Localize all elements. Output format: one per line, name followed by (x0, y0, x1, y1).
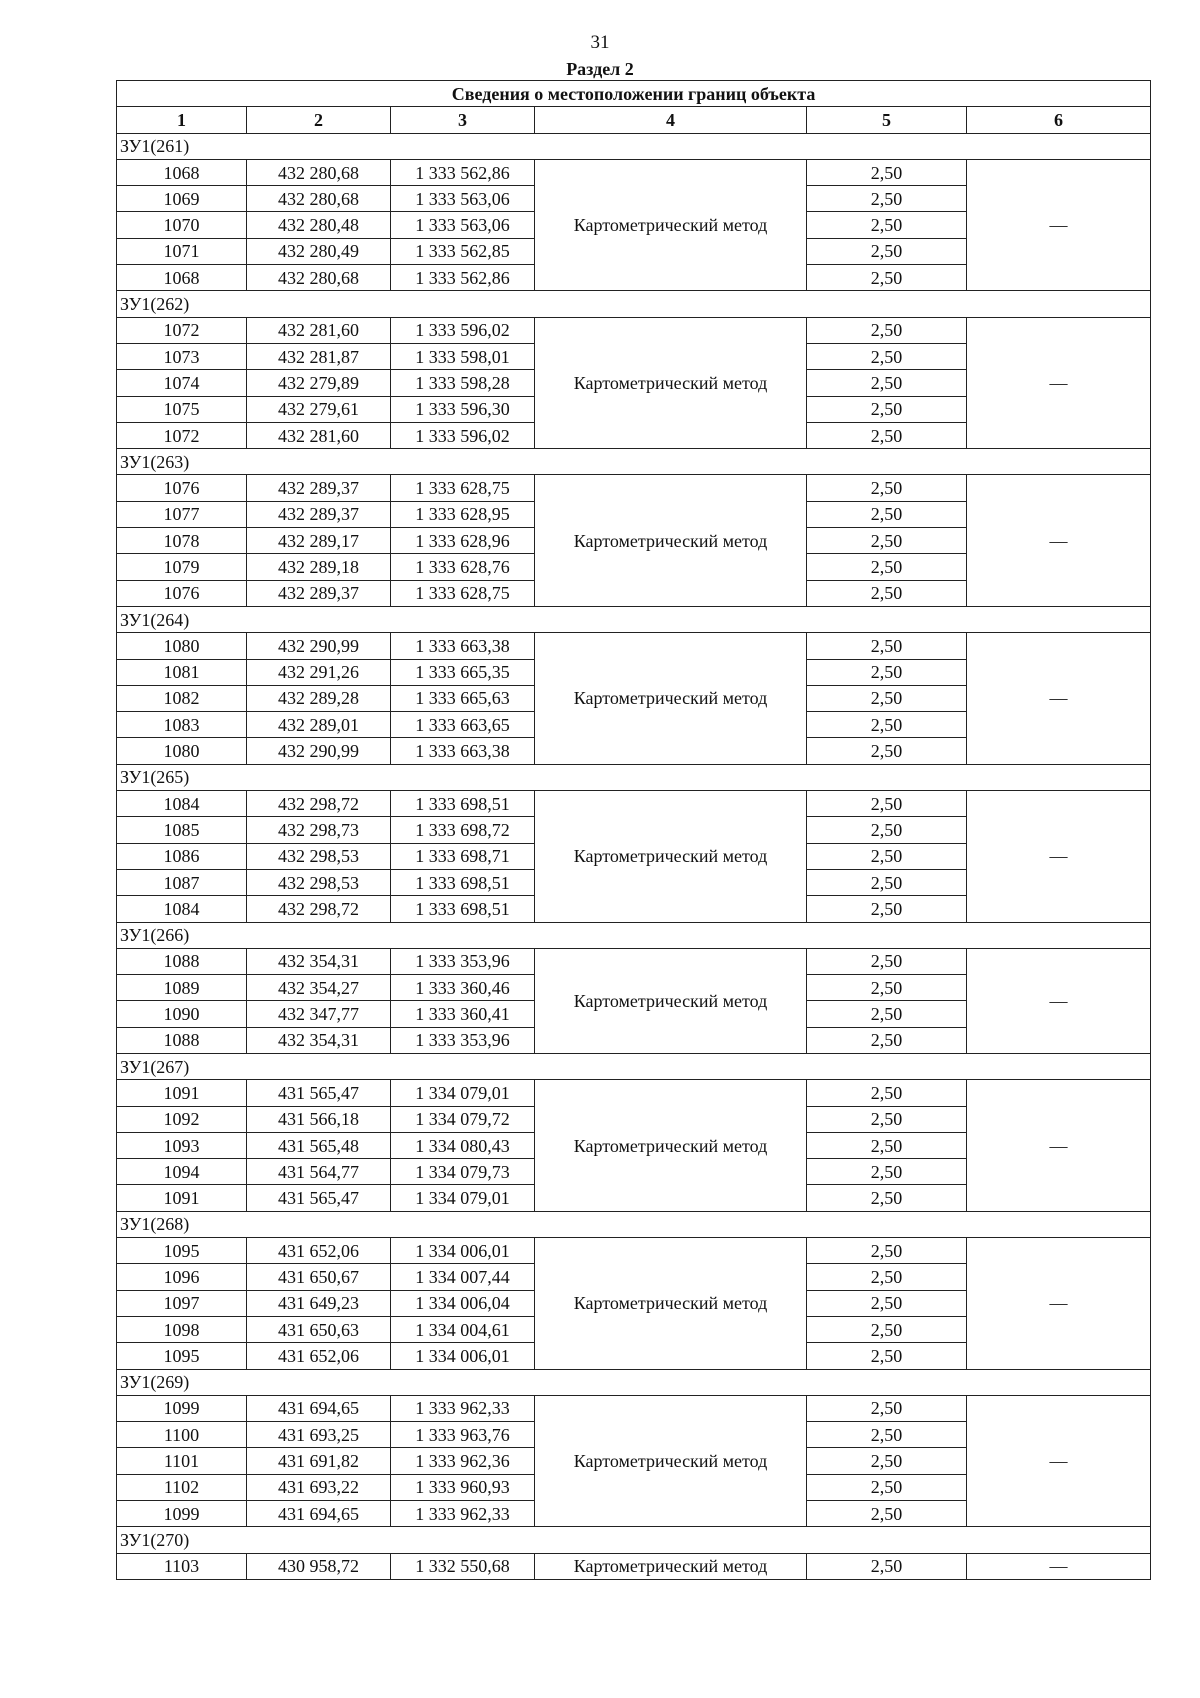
point-number: 1090 (117, 1001, 247, 1027)
point-number: 1091 (117, 1080, 247, 1106)
coordinate-x: 432 289,18 (247, 554, 391, 580)
coordinate-x: 432 354,31 (247, 1027, 391, 1053)
parcel-row (117, 922, 1151, 948)
parcel-id: ЗУ1(266) (117, 922, 1151, 948)
accuracy-value: 2,50 (807, 475, 967, 501)
parcel-id: ЗУ1(270) (117, 1527, 1151, 1553)
coordinate-y: 1 333 663,65 (391, 712, 535, 738)
accuracy-value: 2,50 (807, 1553, 967, 1579)
point-number: 1080 (117, 633, 247, 659)
column-number-row (117, 107, 1151, 133)
coordinate-y: 1 334 079,72 (391, 1106, 535, 1132)
method-cell: Картометрический метод (535, 1395, 807, 1526)
method-cell: Картометрический метод (535, 317, 807, 448)
table-row (117, 948, 1151, 974)
point-number: 1095 (117, 1238, 247, 1264)
coordinate-y: 1 334 079,73 (391, 1159, 535, 1185)
accuracy-value: 2,50 (807, 1448, 967, 1474)
accuracy-value: 2,50 (807, 1264, 967, 1290)
accuracy-value: 2,50 (807, 580, 967, 606)
point-number: 1081 (117, 659, 247, 685)
point-number: 1072 (117, 422, 247, 448)
coordinate-x: 432 281,60 (247, 422, 391, 448)
accuracy-value: 2,50 (807, 712, 967, 738)
coordinate-x: 431 650,67 (247, 1264, 391, 1290)
point-number: 1069 (117, 186, 247, 212)
column6-cell: — (967, 317, 1151, 448)
parcel-row (117, 1211, 1151, 1237)
coordinate-y: 1 333 628,75 (391, 475, 535, 501)
point-number: 1087 (117, 869, 247, 895)
coordinate-y: 1 334 006,04 (391, 1290, 535, 1316)
coordinate-y: 1 333 563,06 (391, 212, 535, 238)
coordinate-y: 1 334 080,43 (391, 1132, 535, 1158)
coordinate-x: 431 693,25 (247, 1422, 391, 1448)
coordinate-x: 432 280,48 (247, 212, 391, 238)
coordinate-x: 432 279,89 (247, 370, 391, 396)
table-row (117, 317, 1151, 343)
parcel-row (117, 291, 1151, 317)
parcel-id: ЗУ1(269) (117, 1369, 1151, 1395)
parcel-row (117, 606, 1151, 632)
coordinate-x: 432 290,99 (247, 633, 391, 659)
coordinate-y: 1 333 562,86 (391, 159, 535, 185)
coordinate-y: 1 334 006,01 (391, 1343, 535, 1369)
coordinate-y: 1 333 596,30 (391, 396, 535, 422)
accuracy-value: 2,50 (807, 1159, 967, 1185)
coordinate-y: 1 333 698,51 (391, 869, 535, 895)
point-number: 1101 (117, 1448, 247, 1474)
coordinate-y: 1 333 562,85 (391, 238, 535, 264)
column6-cell: — (967, 633, 1151, 764)
accuracy-value: 2,50 (807, 186, 967, 212)
accuracy-value: 2,50 (807, 896, 967, 922)
accuracy-value: 2,50 (807, 317, 967, 343)
coordinate-y: 1 333 596,02 (391, 317, 535, 343)
method-cell: Картометрический метод (535, 1238, 807, 1369)
accuracy-value: 2,50 (807, 1290, 967, 1316)
coordinate-y: 1 334 079,01 (391, 1185, 535, 1211)
column6-cell: — (967, 159, 1151, 290)
point-number: 1094 (117, 1159, 247, 1185)
column-header: 1 (117, 107, 247, 133)
column-header: 4 (535, 107, 807, 133)
accuracy-value: 2,50 (807, 685, 967, 711)
coordinate-x: 432 289,37 (247, 475, 391, 501)
coordinate-x: 431 693,22 (247, 1474, 391, 1500)
point-number: 1088 (117, 1027, 247, 1053)
coordinate-x: 430 958,72 (247, 1553, 391, 1579)
column6-cell: — (967, 791, 1151, 922)
column-header: 3 (391, 107, 535, 133)
point-number: 1089 (117, 975, 247, 1001)
coordinate-x: 431 564,77 (247, 1159, 391, 1185)
coordinate-y: 1 333 563,06 (391, 186, 535, 212)
coordinate-x: 432 354,31 (247, 948, 391, 974)
section-title: Раздел 2 (566, 59, 634, 79)
accuracy-value: 2,50 (807, 554, 967, 580)
coordinate-x: 431 694,65 (247, 1501, 391, 1527)
coordinate-y: 1 333 360,46 (391, 975, 535, 1001)
table-row (117, 1395, 1151, 1421)
method-cell: Картометрический метод (535, 948, 807, 1053)
coordinate-x: 431 566,18 (247, 1106, 391, 1132)
coordinate-x: 432 280,49 (247, 238, 391, 264)
accuracy-value: 2,50 (807, 1501, 967, 1527)
point-number: 1099 (117, 1395, 247, 1421)
coordinate-y: 1 333 663,38 (391, 738, 535, 764)
point-number: 1076 (117, 475, 247, 501)
point-number: 1093 (117, 1132, 247, 1158)
coordinate-y: 1 333 960,93 (391, 1474, 535, 1500)
accuracy-value: 2,50 (807, 1080, 967, 1106)
coordinate-y: 1 333 353,96 (391, 948, 535, 974)
accuracy-value: 2,50 (807, 422, 967, 448)
coordinate-y: 1 333 698,51 (391, 791, 535, 817)
point-number: 1082 (117, 685, 247, 711)
coordinate-y: 1 334 007,44 (391, 1264, 535, 1290)
table-title-row (117, 81, 1151, 107)
coordinate-x: 432 298,73 (247, 817, 391, 843)
point-number: 1085 (117, 817, 247, 843)
point-number: 1091 (117, 1185, 247, 1211)
accuracy-value: 2,50 (807, 1422, 967, 1448)
parcel-row (117, 1053, 1151, 1079)
accuracy-value: 2,50 (807, 1343, 967, 1369)
coordinate-x: 432 281,60 (247, 317, 391, 343)
accuracy-value: 2,50 (807, 265, 967, 291)
coordinate-x: 431 565,47 (247, 1080, 391, 1106)
coordinate-x: 431 565,48 (247, 1132, 391, 1158)
accuracy-value: 2,50 (807, 659, 967, 685)
point-number: 1083 (117, 712, 247, 738)
coordinate-y: 1 333 698,72 (391, 817, 535, 843)
column6-cell: — (967, 1553, 1151, 1579)
coordinate-y: 1 333 598,28 (391, 370, 535, 396)
coordinate-y: 1 333 353,96 (391, 1027, 535, 1053)
coordinate-y: 1 333 562,86 (391, 265, 535, 291)
column6-cell: — (967, 1238, 1151, 1369)
point-number: 1100 (117, 1422, 247, 1448)
accuracy-value: 2,50 (807, 791, 967, 817)
point-number: 1068 (117, 265, 247, 291)
point-number: 1103 (117, 1553, 247, 1579)
parcel-id: ЗУ1(263) (117, 449, 1151, 475)
accuracy-value: 2,50 (807, 396, 967, 422)
point-number: 1075 (117, 396, 247, 422)
coordinate-x: 432 290,99 (247, 738, 391, 764)
method-cell: Картометрический метод (535, 1080, 807, 1211)
point-number: 1076 (117, 580, 247, 606)
parcel-id: ЗУ1(261) (117, 133, 1151, 159)
coordinate-y: 1 333 360,41 (391, 1001, 535, 1027)
point-number: 1095 (117, 1343, 247, 1369)
point-number: 1074 (117, 370, 247, 396)
coordinate-x: 432 291,26 (247, 659, 391, 685)
coordinate-y: 1 333 628,75 (391, 580, 535, 606)
point-number: 1084 (117, 791, 247, 817)
method-cell: Картометрический метод (535, 159, 807, 290)
coordinate-x: 432 289,37 (247, 580, 391, 606)
table-row (117, 633, 1151, 659)
column-header: 6 (967, 107, 1151, 133)
coordinate-x: 432 298,72 (247, 791, 391, 817)
parcel-row (117, 449, 1151, 475)
table-title: Сведения о местоположении границ объекта (117, 81, 1151, 107)
point-number: 1073 (117, 343, 247, 369)
coordinate-y: 1 333 628,96 (391, 528, 535, 554)
coordinate-x: 432 280,68 (247, 186, 391, 212)
accuracy-value: 2,50 (807, 159, 967, 185)
coordinate-x: 432 280,68 (247, 159, 391, 185)
point-number: 1080 (117, 738, 247, 764)
coordinate-x: 431 565,47 (247, 1185, 391, 1211)
accuracy-value: 2,50 (807, 212, 967, 238)
point-number: 1079 (117, 554, 247, 580)
coordinate-y: 1 333 962,33 (391, 1501, 535, 1527)
parcel-id: ЗУ1(268) (117, 1211, 1151, 1237)
coordinate-x: 431 649,23 (247, 1290, 391, 1316)
accuracy-value: 2,50 (807, 1474, 967, 1500)
method-cell: Картометрический метод (535, 633, 807, 764)
coordinate-x: 432 354,27 (247, 975, 391, 1001)
table-row (117, 791, 1151, 817)
point-number: 1072 (117, 317, 247, 343)
parcel-row (117, 1527, 1151, 1553)
accuracy-value: 2,50 (807, 1027, 967, 1053)
point-number: 1097 (117, 1290, 247, 1316)
parcel-id: ЗУ1(265) (117, 764, 1151, 790)
point-number: 1099 (117, 1501, 247, 1527)
accuracy-value: 2,50 (807, 238, 967, 264)
coordinate-y: 1 333 698,51 (391, 896, 535, 922)
method-cell: Картометрический метод (535, 1553, 807, 1579)
coordinate-x: 432 289,17 (247, 528, 391, 554)
coordinate-x: 432 279,61 (247, 396, 391, 422)
coordinate-y: 1 333 963,76 (391, 1422, 535, 1448)
point-number: 1068 (117, 159, 247, 185)
point-number: 1098 (117, 1316, 247, 1342)
accuracy-value: 2,50 (807, 501, 967, 527)
coordinate-y: 1 333 628,76 (391, 554, 535, 580)
coordinate-x: 431 650,63 (247, 1316, 391, 1342)
point-number: 1084 (117, 896, 247, 922)
accuracy-value: 2,50 (807, 1395, 967, 1421)
accuracy-value: 2,50 (807, 738, 967, 764)
coordinate-x: 432 298,53 (247, 843, 391, 869)
column6-cell: — (967, 1395, 1151, 1526)
point-number: 1086 (117, 843, 247, 869)
table-row (117, 475, 1151, 501)
coordinate-x: 432 347,77 (247, 1001, 391, 1027)
accuracy-value: 2,50 (807, 633, 967, 659)
coordinate-x: 432 280,68 (247, 265, 391, 291)
accuracy-value: 2,50 (807, 948, 967, 974)
coordinate-y: 1 333 663,38 (391, 633, 535, 659)
accuracy-value: 2,50 (807, 843, 967, 869)
parcel-id: ЗУ1(264) (117, 606, 1151, 632)
coordinate-y: 1 333 962,33 (391, 1395, 535, 1421)
method-cell: Картометрический метод (535, 475, 807, 606)
coordinate-x: 432 298,72 (247, 896, 391, 922)
point-number: 1102 (117, 1474, 247, 1500)
coordinate-y: 1 333 665,63 (391, 685, 535, 711)
accuracy-value: 2,50 (807, 1185, 967, 1211)
coordinate-y: 1 333 665,35 (391, 659, 535, 685)
point-number: 1092 (117, 1106, 247, 1132)
table-row (117, 1238, 1151, 1264)
point-number: 1088 (117, 948, 247, 974)
table-row (117, 1080, 1151, 1106)
parcel-row (117, 764, 1151, 790)
parcel-row (117, 1369, 1151, 1395)
table-row (117, 1553, 1151, 1579)
coordinate-x: 431 694,65 (247, 1395, 391, 1421)
table-row (117, 159, 1151, 185)
column-header: 5 (807, 107, 967, 133)
accuracy-value: 2,50 (807, 975, 967, 1001)
table-body (117, 133, 1151, 1579)
accuracy-value: 2,50 (807, 343, 967, 369)
accuracy-value: 2,50 (807, 1316, 967, 1342)
point-number: 1071 (117, 238, 247, 264)
accuracy-value: 2,50 (807, 1106, 967, 1132)
accuracy-value: 2,50 (807, 869, 967, 895)
point-number: 1077 (117, 501, 247, 527)
coordinate-x: 431 652,06 (247, 1238, 391, 1264)
coordinate-x: 431 652,06 (247, 1343, 391, 1369)
accuracy-value: 2,50 (807, 1238, 967, 1264)
coordinate-y: 1 333 628,95 (391, 501, 535, 527)
coordinate-x: 432 289,37 (247, 501, 391, 527)
coordinate-x: 432 281,87 (247, 343, 391, 369)
parcel-id: ЗУ1(267) (117, 1053, 1151, 1079)
coordinates-table (116, 80, 1151, 1580)
coordinate-y: 1 333 596,02 (391, 422, 535, 448)
point-number: 1078 (117, 528, 247, 554)
column6-cell: — (967, 475, 1151, 606)
coordinate-y: 1 333 962,36 (391, 1448, 535, 1474)
column6-cell: — (967, 948, 1151, 1053)
coordinate-y: 1 334 079,01 (391, 1080, 535, 1106)
coordinate-x: 432 289,01 (247, 712, 391, 738)
coordinate-y: 1 333 698,71 (391, 843, 535, 869)
column-header: 2 (247, 107, 391, 133)
coordinate-y: 1 334 004,61 (391, 1316, 535, 1342)
column6-cell: — (967, 1080, 1151, 1211)
accuracy-value: 2,50 (807, 370, 967, 396)
coordinate-y: 1 333 598,01 (391, 343, 535, 369)
point-number: 1070 (117, 212, 247, 238)
point-number: 1096 (117, 1264, 247, 1290)
accuracy-value: 2,50 (807, 528, 967, 554)
accuracy-value: 2,50 (807, 1132, 967, 1158)
coordinate-x: 432 289,28 (247, 685, 391, 711)
accuracy-value: 2,50 (807, 1001, 967, 1027)
coordinate-x: 432 298,53 (247, 869, 391, 895)
accuracy-value: 2,50 (807, 817, 967, 843)
coordinate-y: 1 332 550,68 (391, 1553, 535, 1579)
coordinate-y: 1 334 006,01 (391, 1238, 535, 1264)
parcel-row (117, 133, 1151, 159)
parcel-id: ЗУ1(262) (117, 291, 1151, 317)
page-number: 31 (590, 32, 610, 53)
coordinate-x: 431 691,82 (247, 1448, 391, 1474)
method-cell: Картометрический метод (535, 791, 807, 922)
